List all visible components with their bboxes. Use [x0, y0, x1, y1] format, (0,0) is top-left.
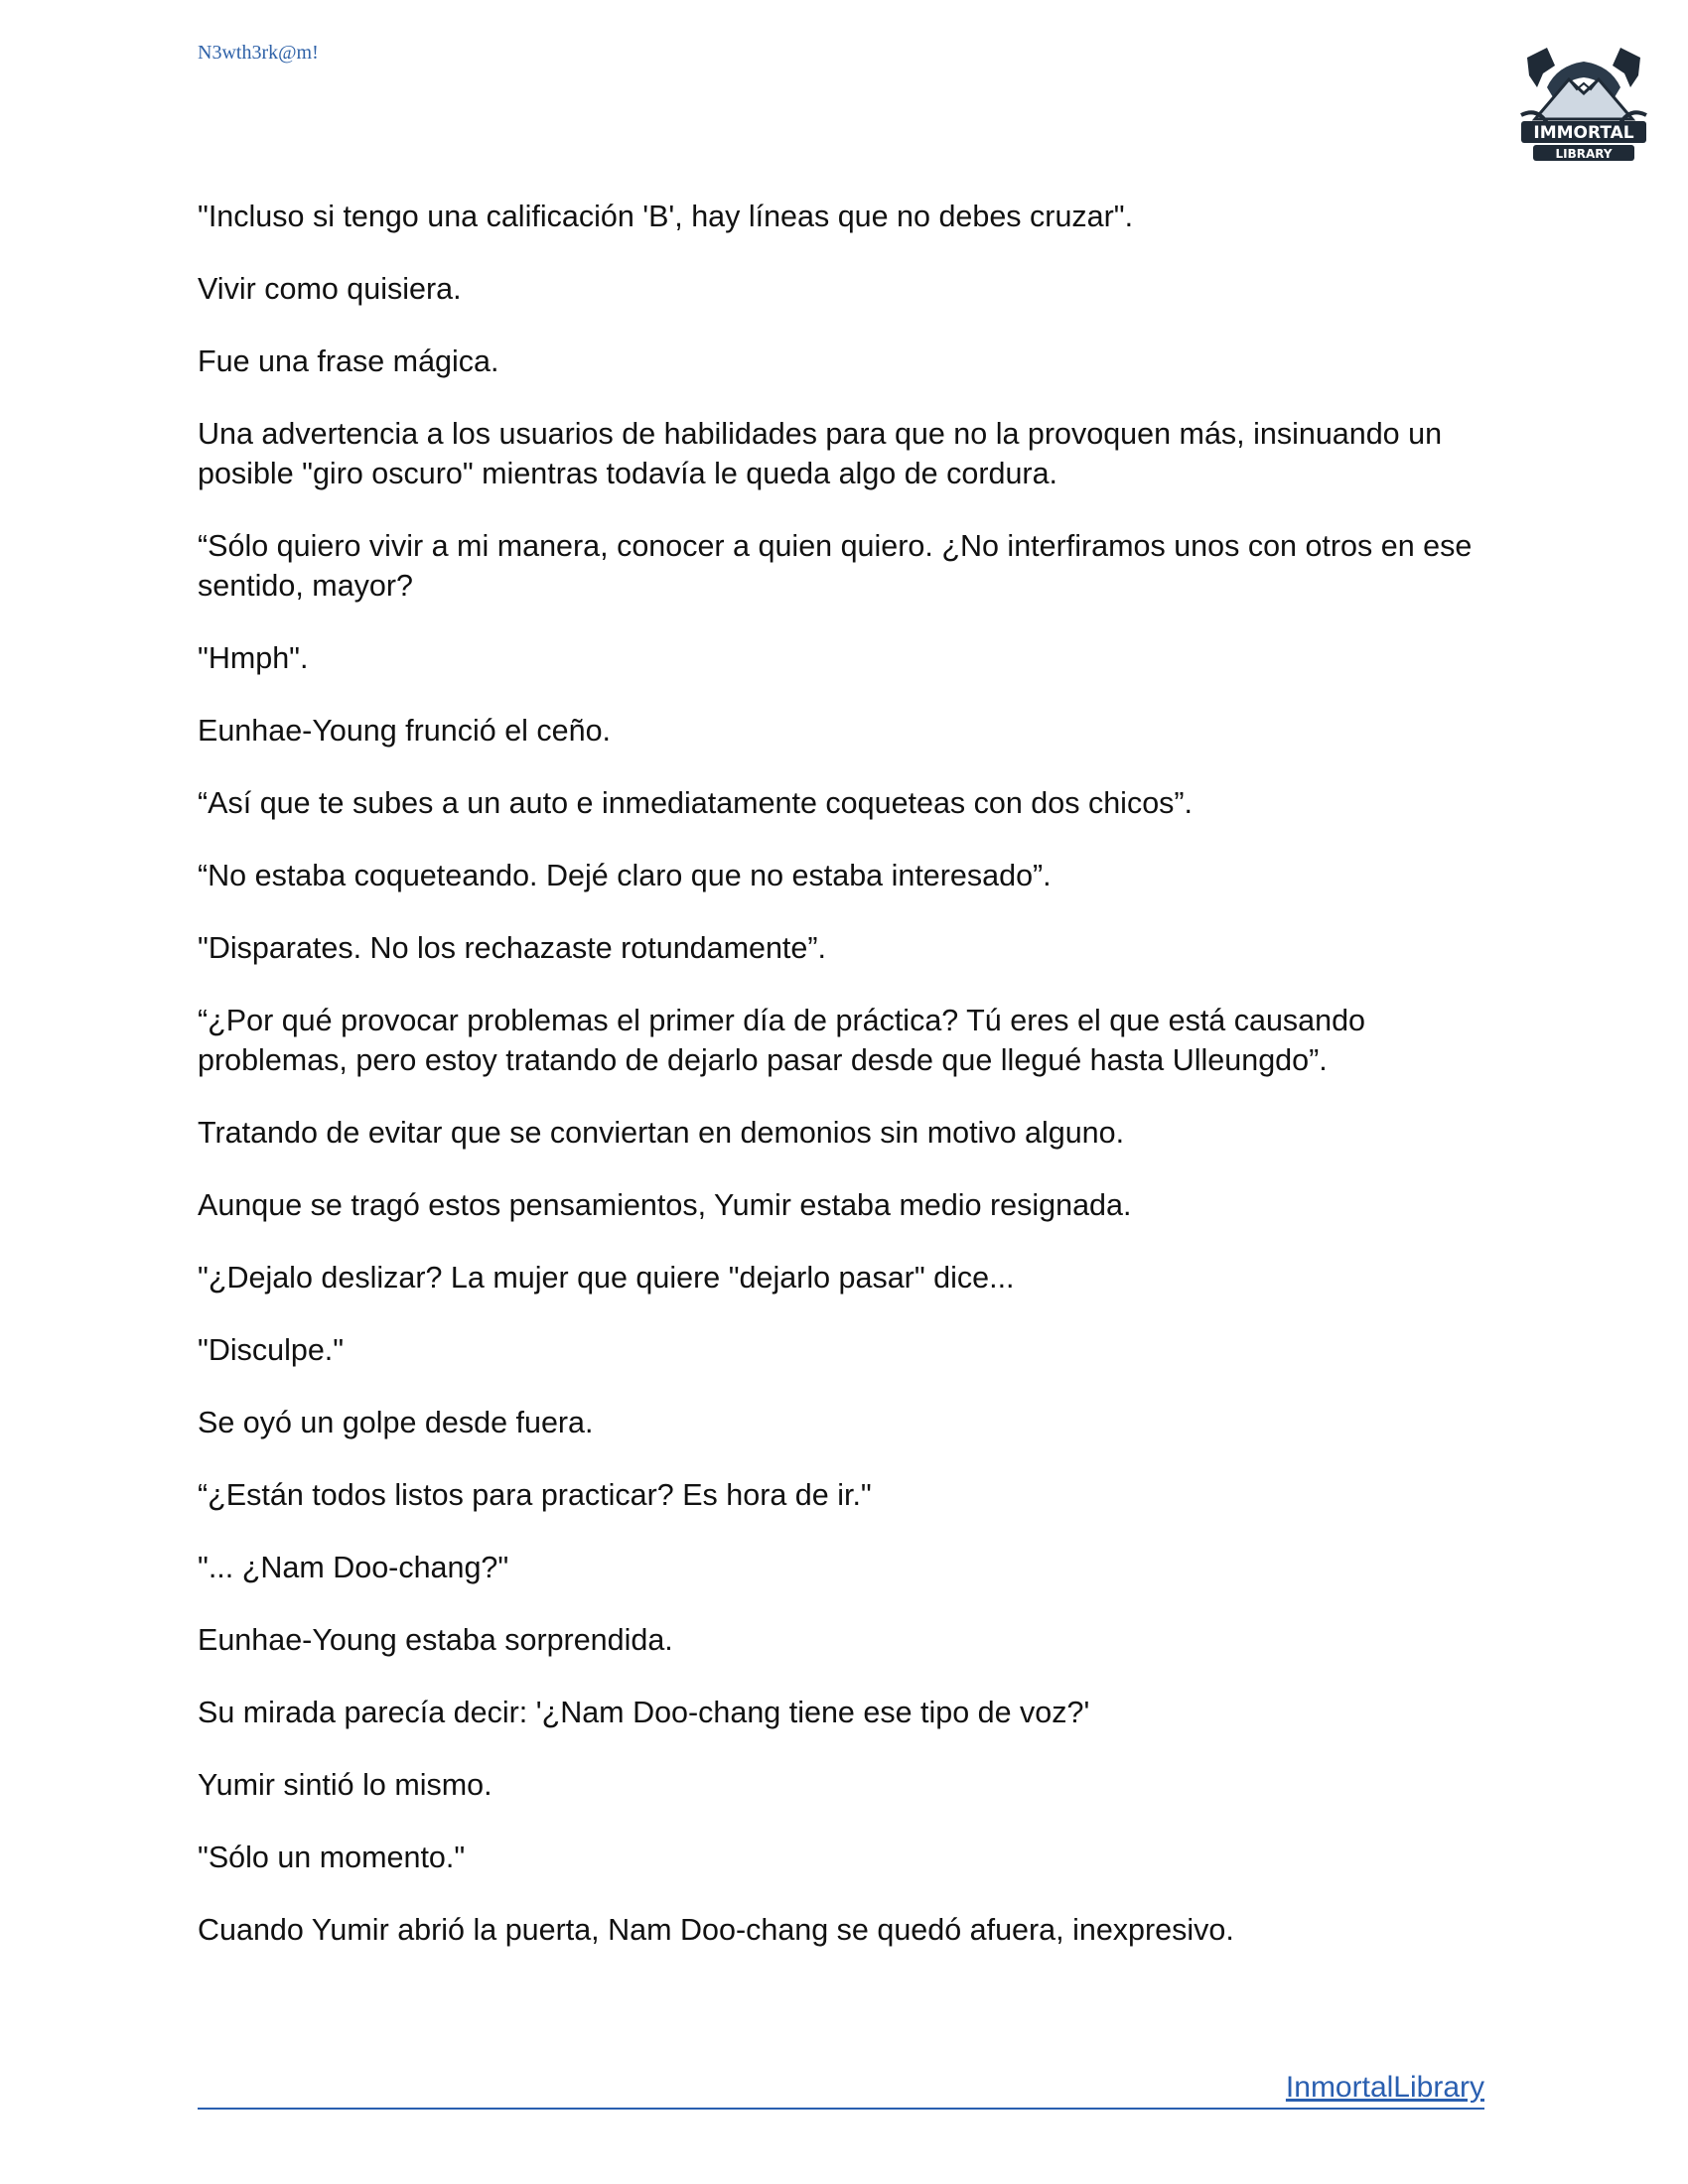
- document-body: [198, 197, 1498, 1982]
- paragraph: "Disparates. No los rechazaste rotundamente”.: [198, 931, 826, 965]
- logo-text-line2: LIBRARY: [1555, 147, 1613, 161]
- paragraph: "Sólo un momento.": [198, 1841, 466, 1874]
- paragraph: Una advertencia a los usuarios de habilidades para que no la provoquen más, insinuando un posible "giro oscuro" mientras todavía le queda algo de cordura.: [198, 417, 1443, 490]
- paragraph: “Así que te subes a un auto e inmediatamente coqueteas con dos chicos”.: [198, 786, 1194, 820]
- paragraph: Yumir sintió lo mismo.: [198, 1768, 492, 1802]
- paragraph: "Disculpe.": [198, 1333, 345, 1367]
- paragraph: "¿Dejalo deslizar? La mujer que quiere "dejarlo pasar" dice...: [198, 1261, 1015, 1295]
- paragraph: Se oyó un golpe desde fuera.: [198, 1406, 594, 1439]
- paragraph: Cuando Yumir abrió la puerta, Nam Doo-chang se quedó afuera, inexpresivo.: [198, 1913, 1234, 1947]
- paragraph: Vivir como quisiera.: [198, 272, 462, 306]
- paragraph: "Hmph".: [198, 641, 309, 675]
- paragraph: “Sólo quiero vivir a mi manera, conocer a quien quiero. ¿No interfiramos unos con otros en ese sentido, mayor?: [198, 529, 1473, 603]
- paragraph: "... ¿Nam Doo-chang?": [198, 1551, 509, 1584]
- paragraph: Tratando de evitar que se conviertan en demonios sin motivo alguno.: [198, 1116, 1125, 1150]
- paragraph: “¿Por qué provocar problemas el primer día de práctica? Tú eres el que está causando problemas, pero estoy tratando de dejarlo pasar desde que llegué hasta Ulleungdo”.: [198, 1004, 1366, 1077]
- header-watermark: N3wth3rk@m!: [198, 42, 319, 64]
- logo-text-line1: IMMORTAL: [1533, 123, 1634, 143]
- paragraph: "Incluso si tengo una calificación 'B', hay líneas que no debes cruzar".: [198, 200, 1134, 233]
- paragraph: Eunhae-Young estaba sorprendida.: [198, 1623, 673, 1657]
- paragraph: Aunque se tragó estos pensamientos, Yumir estaba medio resignada.: [198, 1188, 1132, 1222]
- immortal-library-logo-icon: [1507, 28, 1660, 181]
- paragraph: “¿Están todos listos para practicar? Es hora de ir.": [198, 1478, 872, 1512]
- footer-library-link[interactable]: InmortalLibrary: [198, 2071, 1484, 2110]
- paragraph: Fue una frase mágica.: [198, 344, 499, 378]
- paragraph: “No estaba coqueteando. Dejé claro que no estaba interesado”.: [198, 859, 1052, 892]
- paragraph: Su mirada parecía decir: '¿Nam Doo-chang tiene ese tipo de voz?': [198, 1696, 1090, 1729]
- paragraph: Eunhae-Young frunció el ceño.: [198, 714, 612, 748]
